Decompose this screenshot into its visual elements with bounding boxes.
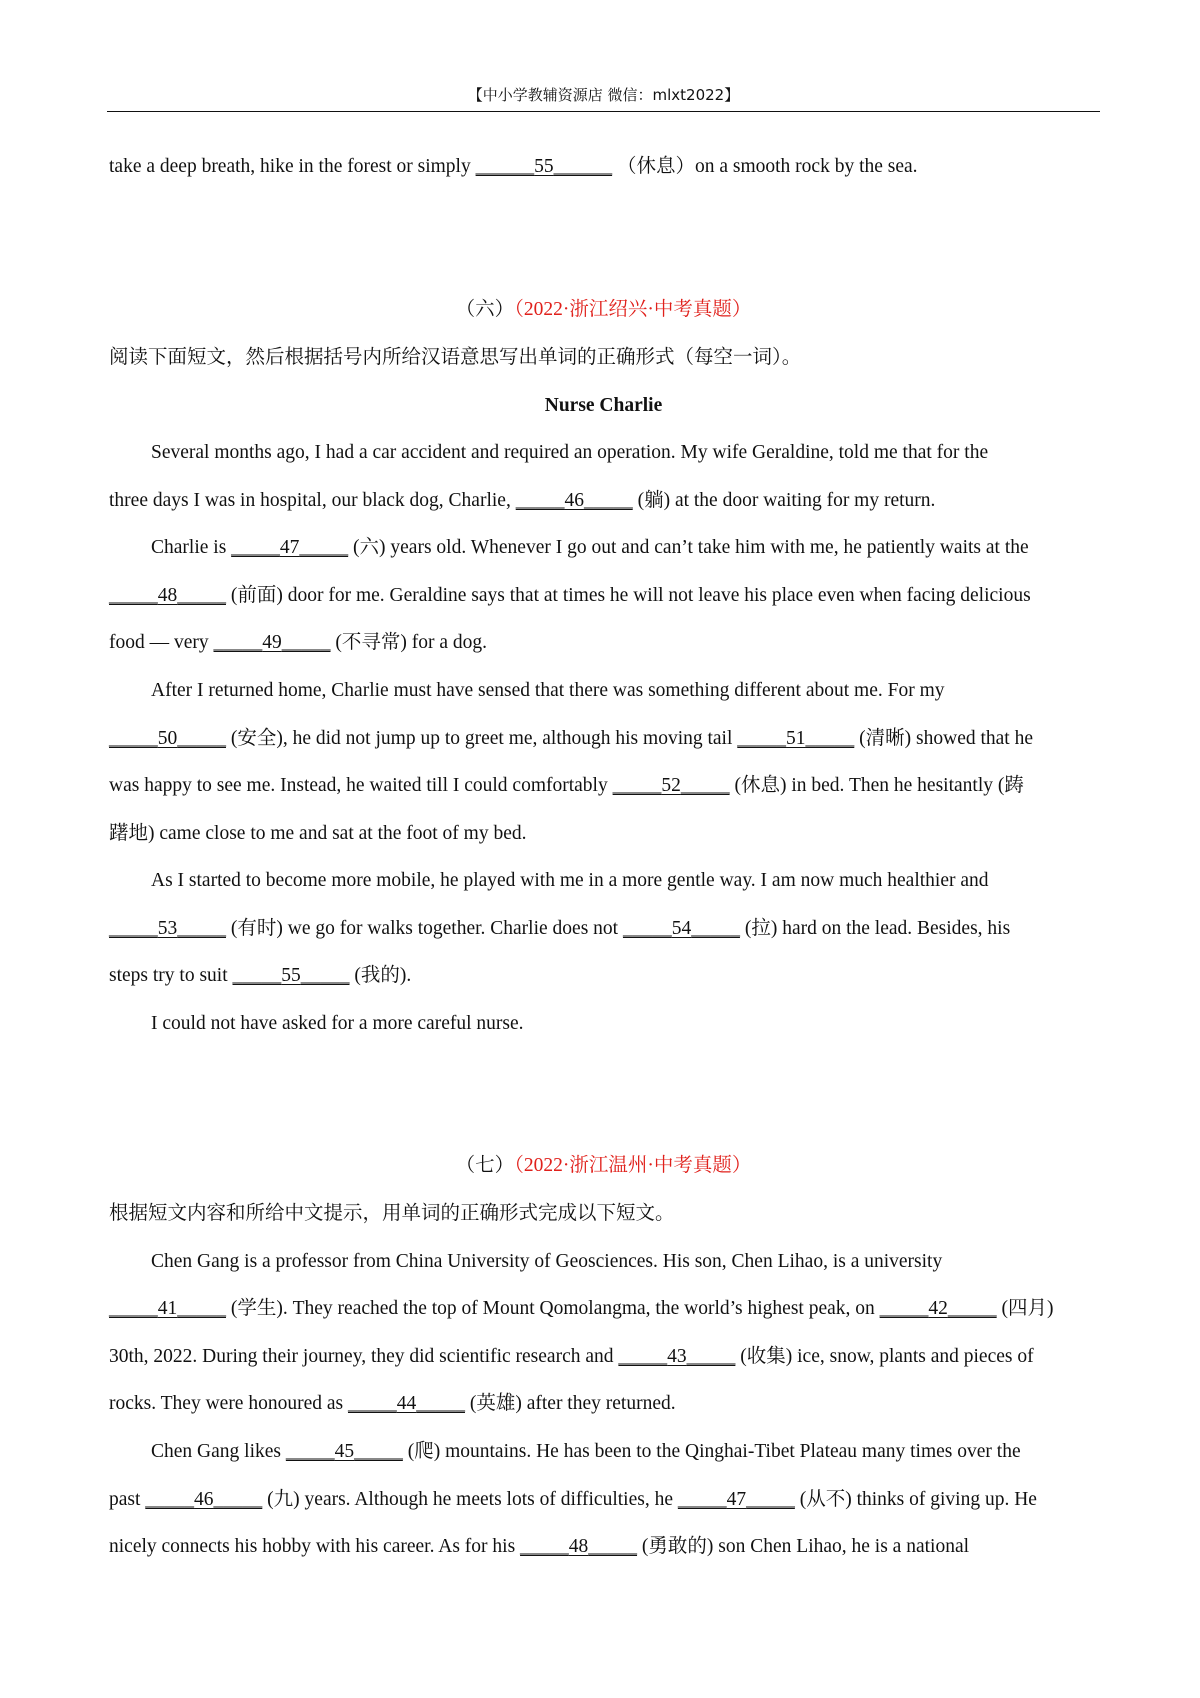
text-span: steps try to suit — [109, 965, 233, 986]
text-span: (从不) thinks of giving up. He — [794, 1489, 1037, 1510]
text-line — [109, 1344, 1109, 1370]
answer-blank: _____46_____ — [145, 1489, 263, 1510]
section-source: （2022·浙江绍兴·中考真题） — [514, 299, 752, 320]
text-span: take a deep breath, hike in the forest or simply — [109, 156, 476, 177]
text-span: 48 — [157, 585, 178, 606]
text-span: 50 — [157, 728, 178, 749]
text-span: 47 — [726, 1489, 747, 1510]
section-source: （2022·浙江温州·中考真题） — [514, 1155, 752, 1176]
text-line: After I returned home, Charlie must have sensed that there was something different about me. For my — [151, 680, 945, 701]
answer-blank: _____47_____ — [677, 1489, 795, 1510]
text-line: As I started to become more mobile, he played with me in a more gentle way. I am now much healthier and — [151, 870, 989, 891]
text-span: (不寻常) for a dog. — [330, 632, 488, 653]
answer-blank: _____41_____ — [109, 1298, 226, 1319]
text-span: (学生). They reached the top of Mount Qomolangma, the world’s highest peak, on — [226, 1298, 880, 1319]
text-span: (六) years old. Whenever I go out and can’t take him with me, he patiently waits at the — [348, 537, 1029, 558]
text-span: (安全), he did not jump up to greet me, although his moving tail — [226, 728, 738, 749]
text-span: was happy to see me. Instead, he waited till I could comfortably — [109, 775, 613, 796]
text-span: (勇敢的) son Chen Lihao, he is a national — [637, 1536, 970, 1557]
text-line — [109, 630, 1109, 656]
text-span: (我的). — [349, 965, 412, 986]
text-span: (拉) hard on the lead. Besides, his — [739, 918, 1011, 939]
text-span: (休息) in bed. Then he hesitantly (踌 — [729, 775, 1024, 796]
answer-blank: _____45_____ — [285, 1441, 403, 1462]
text-line — [109, 583, 1109, 609]
text-span: (四月) — [996, 1298, 1054, 1319]
text-line: Several months ago, I had a car accident and required an operation. My wife Geraldine, told me that for the — [151, 442, 989, 463]
text-line — [109, 488, 1109, 514]
section-number: （七） — [455, 1155, 515, 1176]
text-line — [151, 535, 1151, 561]
text-line — [109, 916, 1109, 942]
text-line — [109, 1534, 1109, 1560]
text-span: (躺) at the door waiting for my return. — [632, 490, 936, 511]
text-span: 44 — [396, 1393, 417, 1414]
text-line — [109, 963, 1109, 989]
passage-title: Nurse Charlie — [544, 395, 663, 416]
text-span: 46 — [194, 1489, 214, 1510]
text-span: 49 — [262, 632, 282, 653]
text-span: (九) years. Although he meets lots of difficulties, he — [262, 1489, 678, 1510]
text-line — [151, 1439, 1151, 1465]
text-span: (英雄) after they returned. — [464, 1393, 676, 1414]
text-span: 41 — [157, 1298, 178, 1319]
text-span: past — [109, 1489, 146, 1510]
answer-blank: _____47_____ — [231, 537, 349, 558]
section-heading — [107, 297, 1100, 323]
answer-blank: _____46_____ — [515, 490, 633, 511]
answer-blank: _____48_____ — [520, 1536, 638, 1557]
text-span: rocks. They were honoured as — [109, 1393, 348, 1414]
text-line — [109, 154, 1109, 180]
answer-blank: _____42_____ — [879, 1298, 997, 1319]
answer-blank: _____44_____ — [347, 1393, 465, 1414]
text-span: three days I was in hospital, our black dog, Charlie, — [109, 490, 516, 511]
text-span: 30th, 2022. During their journey, they did scientific research and — [109, 1346, 619, 1367]
text-span: food — very — [109, 632, 214, 653]
text-span: （休息）on a smooth rock by the sea. — [612, 156, 918, 177]
answer-blank: _____48_____ — [109, 585, 226, 606]
text-line — [109, 1296, 1109, 1322]
answer-blank: _____51_____ — [737, 728, 855, 749]
text-span: nicely connects his hobby with his career. As for his — [109, 1536, 521, 1557]
text-line: 躇地) came close to me and sat at the foot of my bed. — [109, 823, 527, 844]
text-span: 48 — [568, 1536, 589, 1557]
text-span: (收集) ice, snow, plants and pieces of — [735, 1346, 1034, 1367]
text-line — [109, 1391, 1109, 1417]
answer-blank: _____50_____ — [109, 728, 226, 749]
answer-blank: ______55______ — [475, 156, 613, 177]
text-span: (有时) we go for walks together. Charlie does not — [226, 918, 623, 939]
text-line — [109, 1487, 1109, 1513]
section-number: （六） — [455, 299, 515, 320]
answer-blank: _____53_____ — [109, 918, 226, 939]
text-span: Charlie is — [151, 537, 232, 558]
section-heading — [107, 1153, 1100, 1179]
text-span: 45 — [334, 1441, 355, 1462]
page-header: 【中小学教辅资源店 微信：mlxt2022】 — [467, 86, 740, 104]
instruction: 根据短文内容和所给中文提示，用单词的正确形式完成以下短文。 — [109, 1203, 675, 1224]
instruction: 阅读下面短文，然后根据括号内所给汉语意思写出单词的正确形式（每空一词）。 — [109, 347, 802, 368]
text-line: I could not have asked for a more careful nurse. — [151, 1013, 524, 1034]
answer-blank: _____52_____ — [612, 775, 730, 796]
text-span: 55 — [534, 156, 554, 177]
text-span: 54 — [671, 918, 692, 939]
text-span: 52 — [661, 775, 681, 796]
text-line: Chen Gang is a professor from China University of Geosciences. His son, Chen Lihao, is a university — [151, 1251, 943, 1272]
answer-blank: _____55_____ — [232, 965, 350, 986]
text-span: 47 — [279, 537, 300, 558]
text-line — [109, 726, 1109, 752]
text-span: 43 — [667, 1346, 687, 1367]
answer-blank: _____43_____ — [618, 1346, 736, 1367]
text-line — [109, 773, 1109, 799]
text-span: 42 — [928, 1298, 948, 1319]
text-span: (前面) door for me. Geraldine says that at times he will not leave his place even when facing delicious — [226, 585, 1031, 606]
text-span: Chen Gang likes — [151, 1441, 286, 1462]
answer-blank: _____49_____ — [213, 632, 331, 653]
header-divider — [107, 111, 1100, 112]
text-span: 53 — [157, 918, 178, 939]
text-span: 46 — [564, 490, 584, 511]
text-span: 51 — [786, 728, 806, 749]
text-span: (清晰) showed that he — [854, 728, 1033, 749]
answer-blank: _____54_____ — [622, 918, 740, 939]
text-span: (爬) mountains. He has been to the Qinghai-Tibet Plateau many times over the — [402, 1441, 1021, 1462]
text-span: 55 — [281, 965, 301, 986]
